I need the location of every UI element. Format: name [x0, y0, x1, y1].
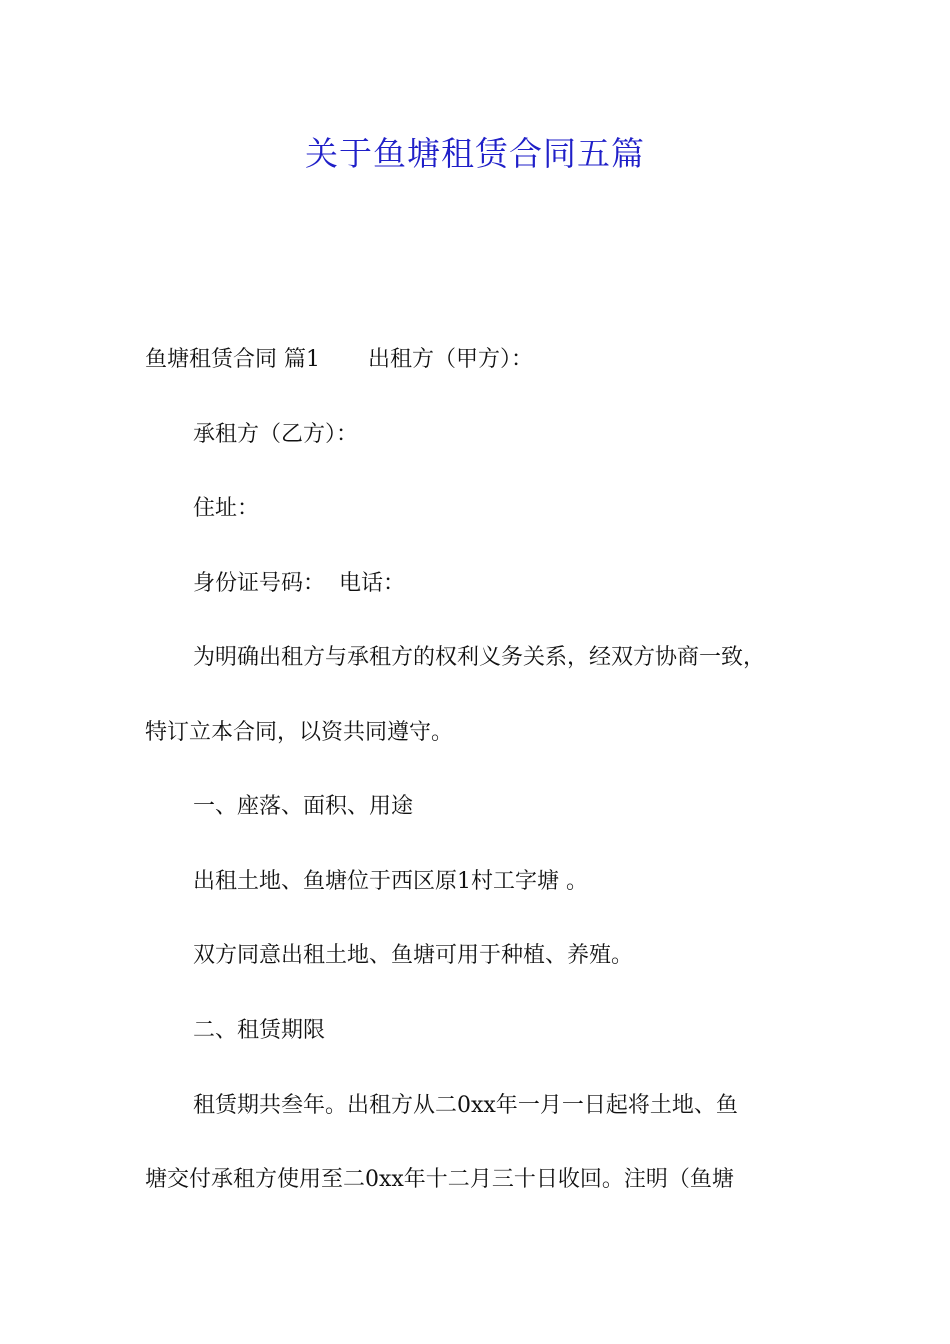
lessee-label: 承租方（乙方）： — [193, 422, 359, 447]
clause1-location: 出租土地、鱼塘位于西区原1村工字塘 。 — [193, 869, 588, 894]
phone-label: 电话： — [339, 571, 406, 596]
id-label: 身份证号码： — [193, 571, 326, 596]
id-phone-line — [193, 569, 405, 599]
section-heading: 鱼塘租赁合同 篇1 — [145, 347, 320, 372]
address-label: 住址： — [193, 496, 260, 521]
section-heading-line — [145, 345, 533, 375]
clause1-heading: 一、座落、面积、用途 — [193, 794, 414, 819]
lessor-label: 出租方（甲方）： — [368, 347, 534, 372]
clause2-line-1: 租赁期共叁年。出租方从二0xx年一月一日起将土地、鱼 — [193, 1093, 738, 1118]
purpose-line-2: 特订立本合同，以资共同遵守。 — [145, 720, 454, 745]
document-title: 关于鱼塘租赁合同五篇 — [305, 134, 645, 173]
clause2-line-2: 塘交付承租方使用至二0xx年十二月三十日收回。注明（鱼塘 — [145, 1167, 734, 1192]
clause2-heading: 二、租赁期限 — [193, 1018, 326, 1043]
clause1-use: 双方同意出租土地、鱼塘可用于种植、养殖。 — [193, 943, 634, 968]
purpose-line-1: 为明确出租方与承租方的权利义务关系，经双方协商一致， — [193, 645, 766, 670]
